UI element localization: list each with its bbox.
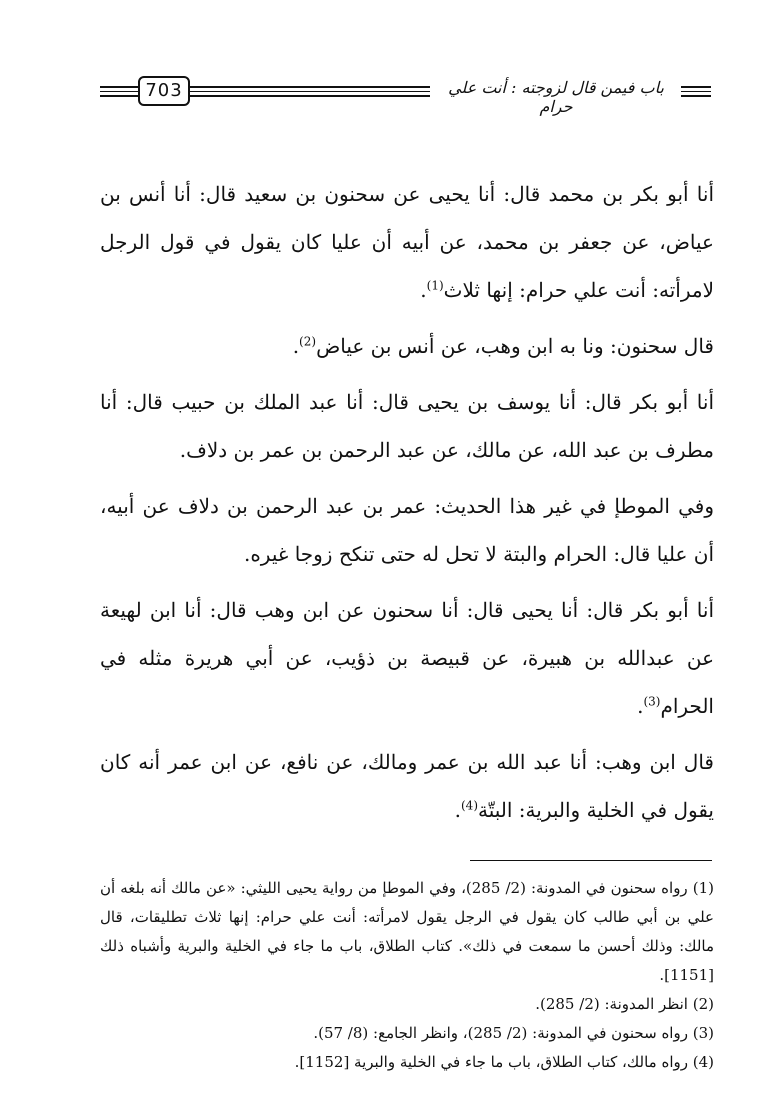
paragraph [100,378,714,474]
footnotes [100,874,714,1077]
paragraph [100,322,714,370]
footnote: (2) انظر المدونة: (2/ 285). [535,995,714,1013]
header-rule-right [681,86,711,97]
header-rule-left [100,86,138,97]
paragraph-tail: . [292,334,300,358]
header-rule-center [190,86,430,97]
paragraph-text: أنا أبو بكر قال: أنا يوسف بن يحيى قال: أنا عبد الملك بن حبيب قال: أنا مطرف بن عبد الله، عن مالك، عن عبد الرحمن بن عمر بن دلاف. [100,390,714,462]
paragraph-tail: . [637,694,644,718]
paragraph-tail: . [420,278,427,302]
paragraph-text: أنا أبو بكر قال: أنا يحيى قال: أنا سحنون عن ابن وهب قال: أنا ابن لهيعة عن عبدالله بن هبيرة، عن قبيصة بن ذؤيب، عن أبي هريرة مثله في الحرام [100,598,714,718]
footnote-ref[interactable]: (3) [643,694,661,709]
footnote-ref[interactable]: (4) [460,798,478,813]
footnote: (4) رواه مالك، كتاب الطلاق، باب ما جاء في الخلية والبرية [1152]. [294,1053,714,1071]
paragraph [100,170,714,314]
paragraph [100,738,714,834]
paragraph-tail: . [454,798,461,822]
page-header [0,0,758,120]
paragraph-text: قال سحنون: ونا به ابن وهب، عن أنس بن عياض [316,334,714,358]
page-number: 703 [138,76,190,106]
running-title: باب فيمن قال لزوجته : أنت علي حرام [448,78,664,116]
paragraph [100,586,714,730]
footnote-ref[interactable]: (2) [299,334,317,349]
paragraph-text: أنا أبو بكر بن محمد قال: أنا يحيى عن سحنون بن سعيد قال: أنا أنس بن عياض، عن جعفر بن محمد، عن أبيه أن عليا كان يقول في قول الرجل لامرأته: أنت علي حرام: إنها ثلاث [100,182,715,302]
footnote: (3) رواه سحنون في المدونة: (2/ 285)، وانظر الجامع: (8/ 57). [313,1024,714,1042]
footnote-separator [470,860,712,861]
paragraph-text: وفي الموطإ في غير هذا الحديث: عمر بن عبد الرحمن بن دلاف عن أبيه، أن عليا قال: الحرام والبتة لا تحل له حتى تنكح زوجا غيره. [100,494,714,566]
footnote-ref[interactable]: (1) [426,278,444,293]
paragraph-text: قال ابن وهب: أنا عبد الله بن عمر ومالك، عن نافع، عن ابن عمر أنه كان يقول في الخلية والبرية: البتّة [100,750,714,822]
paragraph [100,482,714,578]
footnote: (1) رواه سحنون في المدونة: (2/ 285)، وفي الموطإ من رواية يحيى الليثي: «عن مالك أنه بلغه أن علي بن أبي طالب كان يقول في الرجل يقول لامرأته: أنت علي حرام: إنها ثلاث تطليقات، قال مالك: وذلك أحسن ما سمعت في ذلك». كتاب الطلاق، باب ما جاء في الخلية والبرية وأشباه ذلك [1151]. [100,879,714,984]
main-text [100,170,714,842]
